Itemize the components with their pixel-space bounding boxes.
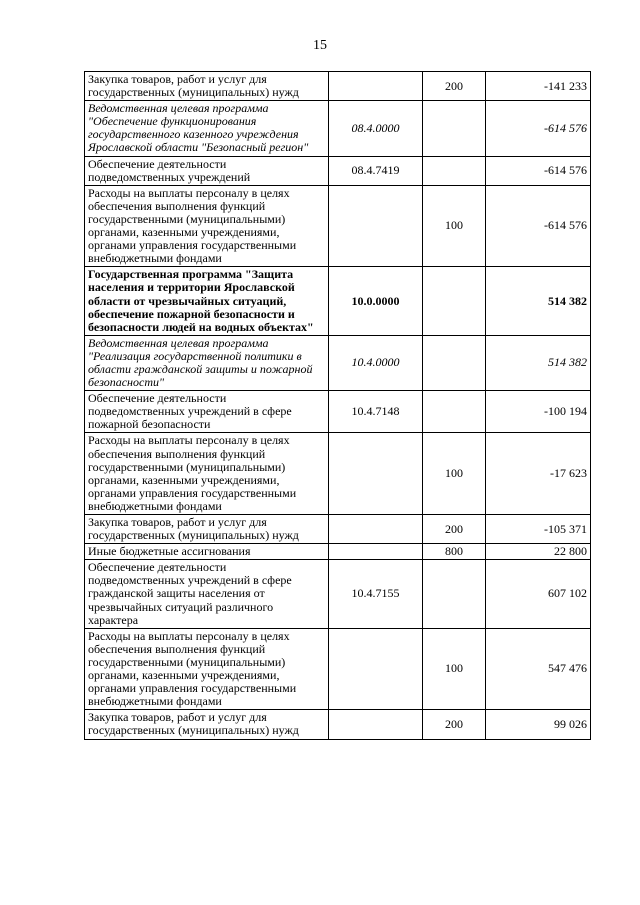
- budget-table: [84, 71, 591, 740]
- row-code-cell: 08.4.7419: [329, 156, 423, 185]
- row-name-cell: Расходы на выплаты персоналу в целях обеспечения выполнения функций государственными (муниципальными) органами, казенными учреждениями, органами управления государственными внебюджетными фондами: [85, 185, 329, 267]
- row-name-cell: Обеспечение деятельности подведомственных учреждений в сфере пожарной безопасности: [85, 391, 329, 433]
- row-name-cell: Закупка товаров, работ и услуг для государственных (муниципальных) нужд: [85, 72, 329, 101]
- table-row: [85, 72, 591, 101]
- row-type-cell: 100: [423, 185, 486, 267]
- page-number: 15: [313, 38, 327, 53]
- table-row: [85, 101, 591, 156]
- row-type-cell: 200: [423, 710, 486, 739]
- row-name-cell: Закупка товаров, работ и услуг для государственных (муниципальных) нужд: [85, 515, 329, 544]
- row-name-cell: Иные бюджетные ассигнования: [85, 544, 329, 560]
- row-name-cell: Государственная программа "Защита населения и территории Ярославской области от чрезвычайных ситуаций, обеспечение пожарной безопасности и безопасности людей на водных объектах": [85, 267, 329, 335]
- budget-table-body: [85, 72, 591, 740]
- row-sum-cell: 514 382: [486, 335, 591, 390]
- row-type-cell: 800: [423, 544, 486, 560]
- row-type-cell: 100: [423, 433, 486, 515]
- table-row: [85, 544, 591, 560]
- row-type-cell: 200: [423, 72, 486, 101]
- row-sum-cell: -614 576: [486, 185, 591, 267]
- table-row: [85, 515, 591, 544]
- row-sum-cell: -614 576: [486, 101, 591, 156]
- row-sum-cell: -105 371: [486, 515, 591, 544]
- table-row: [85, 560, 591, 628]
- row-type-cell: [423, 560, 486, 628]
- row-name-cell: Ведомственная целевая программа "Обеспечение функционирования государственного казенного учреждения Ярославской области "Безопасный регион": [85, 101, 329, 156]
- row-sum-cell: -100 194: [486, 391, 591, 433]
- row-code-cell: [329, 710, 423, 739]
- row-name-cell: Расходы на выплаты персоналу в целях обеспечения выполнения функций государственными (муниципальными) органами, казенными учреждениями, органами управления государственными внебюджетными фондами: [85, 628, 329, 710]
- row-code-cell: 10.0.0000: [329, 267, 423, 335]
- row-sum-cell: 22 800: [486, 544, 591, 560]
- row-sum-cell: 607 102: [486, 560, 591, 628]
- row-sum-cell: 99 026: [486, 710, 591, 739]
- row-name-cell: Обеспечение деятельности подведомственных учреждений: [85, 156, 329, 185]
- table-row: [85, 433, 591, 515]
- row-type-cell: [423, 156, 486, 185]
- row-code-cell: 08.4.0000: [329, 101, 423, 156]
- row-name-cell: Обеспечение деятельности подведомственных учреждений в сфере гражданской защиты населения от чрезвычайных ситуаций различного характера: [85, 560, 329, 628]
- row-code-cell: 10.4.7148: [329, 391, 423, 433]
- row-sum-cell: -141 233: [486, 72, 591, 101]
- row-name-cell: Расходы на выплаты персоналу в целях обеспечения выполнения функций государственными (муниципальными) органами, казенными учреждениями, органами управления государственными внебюджетными фондами: [85, 433, 329, 515]
- row-sum-cell: -614 576: [486, 156, 591, 185]
- table-row: [85, 156, 591, 185]
- row-name-cell: Ведомственная целевая программа "Реализация государственной политики в области гражданской защиты и пожарной безопасности": [85, 335, 329, 390]
- row-type-cell: [423, 391, 486, 433]
- row-code-cell: 10.4.7155: [329, 560, 423, 628]
- row-type-cell: [423, 267, 486, 335]
- row-type-cell: [423, 101, 486, 156]
- row-code-cell: [329, 544, 423, 560]
- row-code-cell: [329, 628, 423, 710]
- row-code-cell: [329, 72, 423, 101]
- row-code-cell: [329, 185, 423, 267]
- row-name-cell: Закупка товаров, работ и услуг для государственных (муниципальных) нужд: [85, 710, 329, 739]
- row-code-cell: 10.4.0000: [329, 335, 423, 390]
- row-sum-cell: 514 382: [486, 267, 591, 335]
- table-row: [85, 335, 591, 390]
- table-row: [85, 710, 591, 739]
- row-code-cell: [329, 433, 423, 515]
- table-row: [85, 628, 591, 710]
- row-type-cell: [423, 335, 486, 390]
- row-type-cell: 200: [423, 515, 486, 544]
- table-row: [85, 185, 591, 267]
- row-type-cell: 100: [423, 628, 486, 710]
- table-row: [85, 391, 591, 433]
- row-code-cell: [329, 515, 423, 544]
- row-sum-cell: 547 476: [486, 628, 591, 710]
- row-sum-cell: -17 623: [486, 433, 591, 515]
- table-row: [85, 267, 591, 335]
